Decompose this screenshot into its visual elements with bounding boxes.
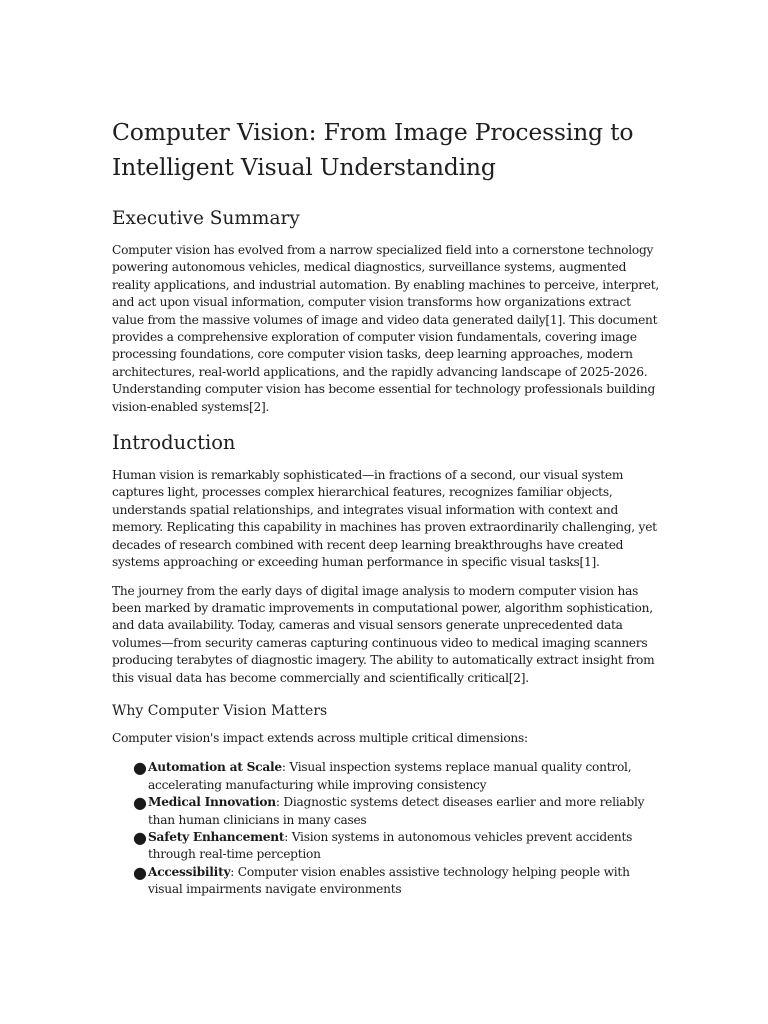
list-item-term: Automation at Scale bbox=[148, 760, 282, 775]
bullet-icon: ● bbox=[133, 793, 147, 813]
bullet-icon: ● bbox=[133, 862, 147, 882]
list-item-text: : Vision systems in autonomous vehicles prevent accidents through real-time perception bbox=[148, 829, 633, 862]
why-matters-list bbox=[112, 759, 660, 898]
list-item-text: : Diagnostic systems detect diseases earlier and more reliably than human clinicians in many cases bbox=[148, 795, 645, 827]
why-matters-intro: Computer vision's impact extends across multiple critical dimensions: bbox=[112, 730, 528, 745]
list-item-term: Safety Enhancement bbox=[148, 829, 285, 844]
introduction-paragraph-2: The journey from the early days of digital image analysis to modern computer vision has been marked by dramatic improvements in computational power, algorithm sophistication, and data availability. Today, cameras and visual sensors generate unprecedented data volumes—from security cameras capturing continuous video to medical imaging scanners producing terabytes of diagnostic imagery. The ability to automatically extract insight from this visual data has become commercially and scientifically critical[2]. bbox=[112, 583, 655, 685]
bullet-icon: ● bbox=[133, 758, 147, 778]
list-item bbox=[112, 794, 660, 829]
list-item bbox=[112, 759, 660, 794]
introduction-paragraph-1: Human vision is remarkably sophisticated—in fractions of a second, our visual system captures light, processes complex hierarchical features, recognizes familiar objects, understands spatial relationships, and integrates visual information with context and memory. Replicating this capability in machines has proven extraordinarily challenging, yet decades of research combined with recent deep learning breakthroughs have created systems approaching or exceeding human performance in specific visual tasks[1]. bbox=[112, 468, 657, 570]
list-item-term: Medical Innovation bbox=[148, 795, 276, 810]
list-item bbox=[112, 864, 660, 899]
list-item bbox=[112, 829, 660, 864]
list-item-term: Accessibility bbox=[148, 864, 231, 879]
document-content bbox=[112, 115, 660, 899]
document-title: Computer Vision: From Image Processing to Intelligent Visual Understanding bbox=[112, 118, 634, 181]
section-heading-executive-summary: Executive Summary bbox=[112, 208, 300, 229]
bullet-icon: ● bbox=[133, 827, 147, 847]
list-item-text: : Visual inspection systems replace manual quality control, accelerating manufacturing while improving consistency bbox=[148, 760, 632, 792]
subsection-heading-why-matters: Why Computer Vision Matters bbox=[112, 702, 328, 719]
executive-summary-paragraph: Computer vision has evolved from a narrow specialized field into a cornerstone technology powering autonomous vehicles, medical diagnostics, surveillance systems, augmented reality applications, and industrial automation. By enabling machines to perceive, interpret, and act upon visual information, computer vision transforms how organizations extract value from the massive volumes of image and video data generated daily[1]. This document provides a comprehensive exploration of computer vision fundamentals, covering image processing foundations, core computer vision tasks, deep learning approaches, modern architectures, real-world applications, and the rapidly advancing landscape of 2025-2026. Understanding computer vision has become essential for technology professionals building vision-enabled systems[2]. bbox=[112, 243, 660, 414]
section-heading-introduction: Introduction bbox=[112, 431, 236, 455]
list-item-text: : Computer vision enables assistive technology helping people with visual impairments navigate environments bbox=[148, 864, 630, 897]
